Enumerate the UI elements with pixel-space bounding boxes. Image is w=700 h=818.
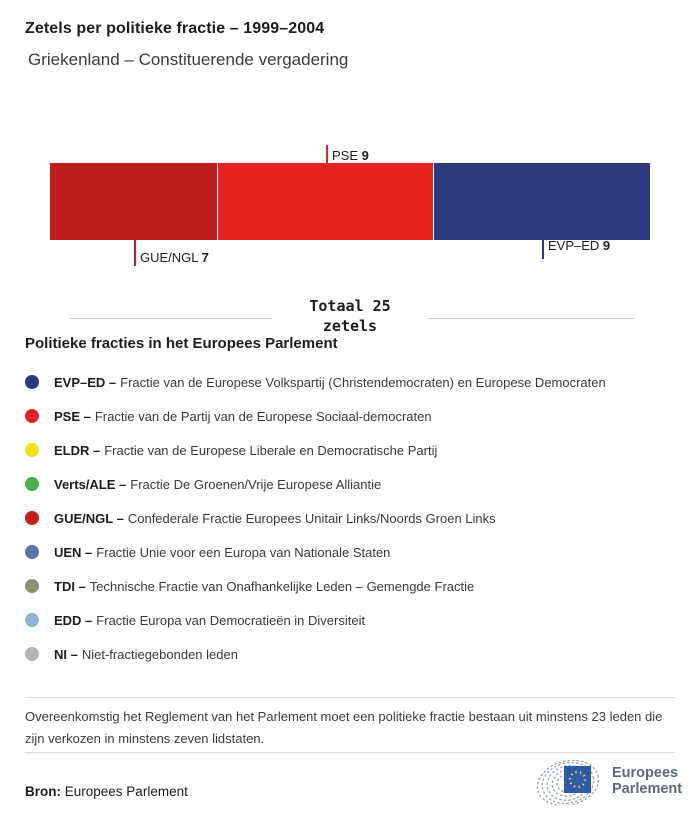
logo-line1: Europees bbox=[612, 764, 679, 781]
stacked-bar bbox=[50, 163, 650, 240]
total-seats-line2: zetels bbox=[322, 317, 378, 335]
total-seats-label bbox=[0, 296, 700, 336]
bar-segment-GUE/NGL bbox=[50, 163, 218, 240]
legend-item-label: NI – Niet-fractiegebonden leden bbox=[54, 646, 238, 662]
annotation-label-GUE/NGL: GUE/NGL 7 bbox=[140, 250, 209, 265]
legend-color-dot bbox=[25, 511, 39, 525]
european-parliament-logo bbox=[528, 757, 682, 805]
legend-color-dot bbox=[25, 647, 39, 661]
logo-wordmark bbox=[612, 765, 682, 798]
legend-item-label: Verts/ALE – Fractie De Groenen/Vrije Europese Alliantie bbox=[54, 476, 382, 492]
annotation-tick-EVP–ED bbox=[542, 240, 544, 259]
legend-color-dot bbox=[25, 375, 39, 389]
annotation-tick-PSE bbox=[326, 145, 328, 163]
legend-item bbox=[25, 473, 381, 495]
legend-item-label: PSE – Fractie van de Partij van de Europese Sociaal-democraten bbox=[54, 408, 432, 424]
legend-item-label: UEN – Fractie Unie voor een Europa van Nationale Staten bbox=[54, 544, 391, 560]
legend-item bbox=[25, 643, 238, 665]
legend-color-dot bbox=[25, 477, 39, 491]
legend-item-label: TDI – Technische Fractie van Onafhankelijke Leden – Gemengde Fractie bbox=[54, 578, 475, 594]
legend-item-label: ELDR – Fractie van de Europese Liberale en Democratische Partij bbox=[54, 442, 438, 458]
legend-item bbox=[25, 609, 365, 631]
legend-item bbox=[25, 439, 437, 461]
legend-item bbox=[25, 405, 432, 427]
annotation-label-PSE: PSE 9 bbox=[332, 148, 369, 163]
footer-divider-top bbox=[25, 697, 675, 698]
bar-segment-EVP–ED bbox=[434, 163, 650, 240]
seats-chart bbox=[0, 140, 700, 280]
footnote-text: Overeenkomstig het Reglement van het Parlement moet een politieke fractie bestaan uit minstens 23 leden die zijn verkozen in minstens zeven lidstaten. bbox=[25, 709, 663, 746]
eu-flag-square bbox=[564, 766, 591, 793]
total-seats-line1: Totaal 25 bbox=[309, 297, 391, 315]
legend-color-dot bbox=[25, 613, 39, 627]
annotation-label-EVP–ED: EVP–ED 9 bbox=[548, 238, 611, 253]
legend-color-dot bbox=[25, 545, 39, 559]
source-value: Europees Parlement bbox=[64, 784, 188, 799]
bar-segment-PSE bbox=[218, 163, 434, 240]
source-line bbox=[25, 784, 188, 799]
legend-item-label: EVP–ED – Fractie van de Europese Volkspartij (Christendemocraten) en Europese Democraten bbox=[54, 374, 606, 390]
logo-line2: Parlement bbox=[612, 781, 683, 797]
legend-heading: Politieke fracties in het Europees Parlement bbox=[25, 335, 338, 352]
legend-item-label: EDD – Fractie Europa van Democratieën in Diversiteit bbox=[54, 612, 366, 628]
legend-color-dot bbox=[25, 409, 39, 423]
source-label: Bron: bbox=[25, 784, 61, 799]
legend-item bbox=[25, 371, 606, 393]
legend-color-dot bbox=[25, 579, 39, 593]
legend-item bbox=[25, 541, 390, 563]
parliament-hemicycle-icon bbox=[528, 757, 606, 805]
page-subtitle: Griekenland – Constituerende vergadering bbox=[28, 50, 349, 69]
legend-list bbox=[0, 368, 700, 688]
page-title: Zetels per politieke fractie – 1999–2004 bbox=[25, 20, 325, 37]
legend-item bbox=[25, 507, 496, 529]
legend-color-dot bbox=[25, 443, 39, 457]
legend-item bbox=[25, 575, 474, 597]
footer-divider-bottom bbox=[25, 752, 675, 753]
annotation-tick-GUE/NGL bbox=[134, 240, 136, 266]
legend-item-label: GUE/NGL – Confederale Fractie Europees Unitair Links/Noords Groen Links bbox=[54, 510, 496, 526]
